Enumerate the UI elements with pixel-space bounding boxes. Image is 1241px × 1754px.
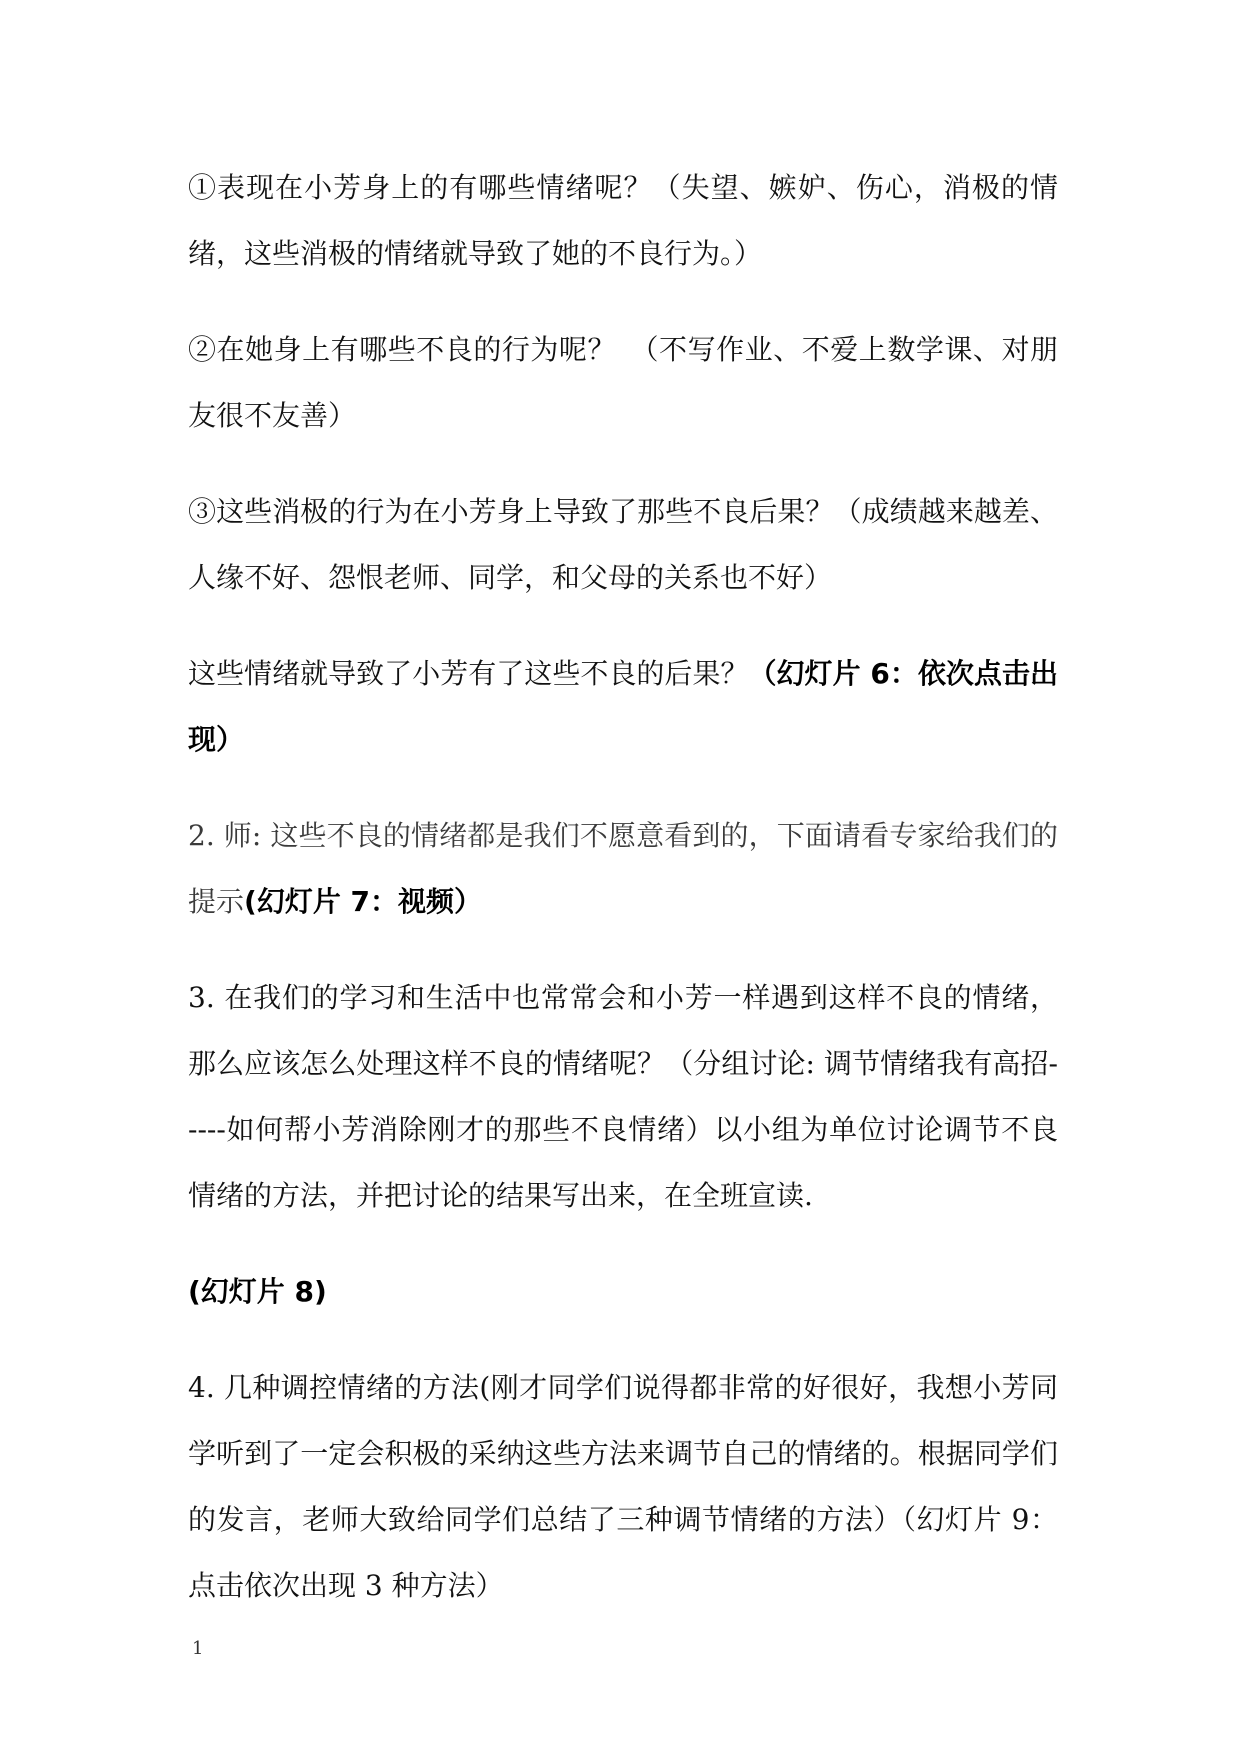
document-body: [188, 155, 1058, 1649]
paragraph-emotions-question: [188, 155, 1058, 287]
paragraph-text: 这些情绪就导致了小芳有了这些不良的后果？: [188, 657, 749, 690]
paragraph-text: 2. 师: 这些不良的情绪都是我们不愿意看到的，下面请看专家给我们的提示: [188, 819, 1058, 918]
paragraph-text: ①表现在小芳身上的有哪些情绪呢？（失望、嫉妒、伤心，消极的情绪，这些消极的情绪就导致了她的不良行为。）: [188, 171, 1058, 270]
slide-note-6: （幻灯片 6：依次点击出现）: [188, 657, 1058, 756]
page-number: 1: [192, 1638, 204, 1659]
paragraph-text: 3. 在我们的学习和生活中也常常会和小芳一样遇到这样不良的情绪，那么应该怎么处理这样不良的情绪呢？（分组讨论: 调节情绪我有高招-----如何帮小芳消除刚才的那些不良情绪）以小组为单位讨论调节不良情绪的方法，并把讨论的结果写出来，在全班宣读.: [188, 981, 1058, 1212]
slide-note-7: (幻灯片 7：视频）: [244, 885, 483, 918]
paragraph-group-discussion: [188, 965, 1058, 1229]
paragraph-text: ③这些消极的行为在小芳身上导致了那些不良后果？（成绩越来越差、人缘不好、怨恨老师、同学，和父母的关系也不好）: [188, 495, 1058, 594]
paragraph-slide-8: [188, 1259, 1058, 1325]
paragraph-consequences-summary: [188, 641, 1058, 773]
slide-note-8: (幻灯片 8): [188, 1275, 327, 1308]
paragraph-text: 4. 几种调控情绪的方法(刚才同学们说得都非常的好很好，我想小芳同学听到了一定会积极的采纳这些方法来调节自己的情绪的。根据同学们的发言，老师大致给同学们总结了三种调节情绪的方法）（幻灯片 9：点击依次出现 3 种方法）: [188, 1371, 1058, 1602]
paragraph-behaviors-question: [188, 317, 1058, 449]
paragraph-consequences-question: [188, 479, 1058, 611]
paragraph-teacher-expert: [188, 803, 1058, 935]
paragraph-text: ②在她身上有哪些不良的行为呢？ （不写作业、不爱上数学课、对朋友很不友善）: [188, 333, 1058, 432]
paragraph-control-methods: [188, 1355, 1058, 1619]
